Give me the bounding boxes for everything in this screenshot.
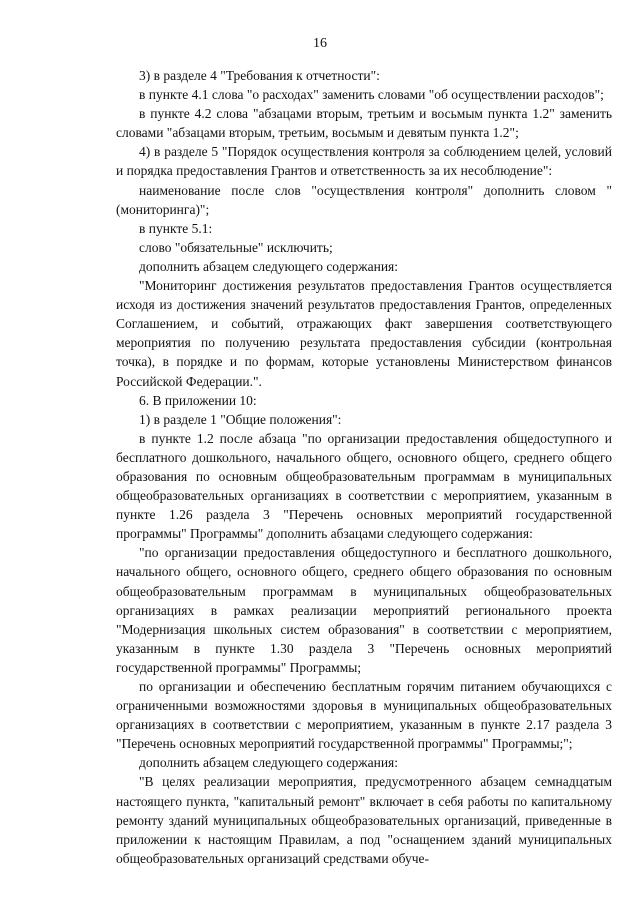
paragraph-title-amendment: наименование после слов "осуществления контроля" дополнить словом "(мониторинга)"; bbox=[116, 182, 612, 217]
paragraph-education-quote: "по организации предоставления общедоступного и бесплатного дошкольного, начального общего, основного общего, среднего общего образования по основным общеобразовательным программам в муниципальных общеобразовательных организациях в рамках реализации мероприятий регионального проекта "Модернизация школьных систем образования" в соответствии с мероприятием, указанным в пункте 1.30 раздела 3 "Перечень основных мероприятий государственной программы" Программы; bbox=[116, 545, 612, 675]
paragraph-item-5-1: в пункте 5.1: bbox=[139, 220, 213, 236]
paragraph-item-4-2: в пункте 4.2 слова "абзацами вторым, третьим и восьмым пункта 1.2" заменить словами "абзацами вторым, третьим, восьмым и девятым пункта 1.2"; bbox=[116, 106, 612, 141]
page-number: 16 bbox=[313, 36, 327, 51]
paragraph-monitoring-text: "Мониторинг достижения результатов предоставления Грантов осуществляется исходя из достижения значений результатов предоставления Грантов, определенных Соглашением, и событий, отражающих факт завершения соответствующего мероприятия по получению результата предоставления субсидии (контрольная точка), в порядке и по формам, которые установлены Министерством финансов Российской Федерации.". bbox=[116, 278, 612, 389]
paragraph-add-clause-2: дополнить абзацем следующего содержания: bbox=[139, 755, 399, 771]
paragraph-section-1-heading: 1) в разделе 1 "Общие положения": bbox=[139, 411, 342, 427]
paragraph-item-4-1: в пункте 4.1 слова "о расходах" заменить словами "об осуществлении расходов"; bbox=[139, 87, 604, 103]
paragraph-capital-repair: "В целях реализации мероприятия, предусмотренного абзацем семнадцатым настоящего пункта, "капитальный ремонт" включает в себя работы по капитальному ремонту зданий муниципальных общеобразовательных организаций, приведенные в приложении к настоящим Правилам, а под "оснащением зданий муниципальных общеобразовательных организаций средствами обуче- bbox=[116, 774, 612, 866]
paragraph-appendix-10: 6. В приложении 10: bbox=[139, 392, 257, 408]
paragraph-section-4-heading: 3) в разделе 4 "Требования к отчетности": bbox=[139, 68, 380, 83]
document-body bbox=[116, 66, 612, 868]
paragraph-hot-meals: по организации и обеспечению бесплатным горячим питанием обучающихся с ограниченными возможностями здоровья в муниципальных общеобразовательных организациях в соответствии с мероприятием, указанным в пункте 2.17 раздела 3 "Перечень основных мероприятий государственной программы" Программы;"; bbox=[116, 679, 612, 752]
paragraph-item-1-2: в пункте 1.2 после абзаца "по организации предоставления общедоступного и бесплатного дошкольного, начального общего, основного общего, среднего общего образования по основным общеобразовательным программам в муниципальных общеобразовательных организациях в соответствии с мероприятием, указанным в пункте 1.26 раздела 3 "Перечень основных мероприятий государственной программы" Программы" дополнить абзацами следующего содержания: bbox=[116, 430, 612, 542]
paragraph-add-clause: дополнить абзацем следующего содержания: bbox=[139, 258, 399, 274]
paragraph-section-5-heading: 4) в разделе 5 "Порядок осуществления контроля за соблюдением целей, условий и порядка предоставления Грантов и ответственность за их несоблюдение": bbox=[116, 144, 612, 179]
paragraph-remove-word: слово "обязательные" исключить; bbox=[139, 239, 333, 255]
